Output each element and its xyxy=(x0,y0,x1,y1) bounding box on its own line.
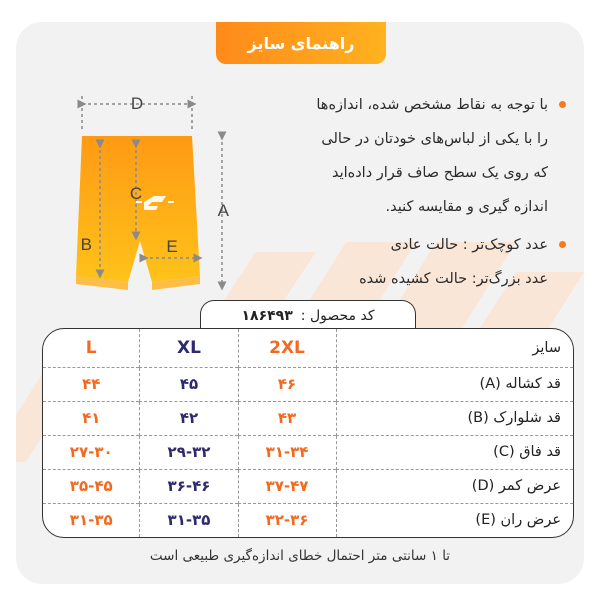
instruction-numbers: عدد کوچک‌تر : حالت عادی عدد بزرگ‌تر: حالت کشیده شده xyxy=(236,228,566,296)
row-label: عرض کمر (D) xyxy=(336,469,573,503)
size-guide-card xyxy=(16,22,584,584)
table-row xyxy=(43,469,573,503)
row-label: قد فاق (C) xyxy=(336,435,573,469)
cell-value: ۳۲-۳۶ xyxy=(238,503,336,537)
bullet-dot-icon xyxy=(559,241,566,248)
cell-value: ۳۷-۴۷ xyxy=(238,469,336,503)
label-e: E xyxy=(166,237,178,256)
cell-value: ۳۱-۳۵ xyxy=(140,503,238,537)
header-size-l: L xyxy=(43,329,140,367)
bullet-dot-icon xyxy=(559,101,566,108)
label-c: C xyxy=(129,184,143,203)
table-header-row xyxy=(43,329,573,367)
shorts-shape xyxy=(76,136,200,282)
row-label: قد کشاله (A) xyxy=(336,367,573,401)
instructions xyxy=(236,88,566,296)
cell-value: ۳۵-۴۵ xyxy=(43,469,140,503)
product-code xyxy=(200,300,416,330)
cell-value: ۲۷-۳۰ xyxy=(43,435,140,469)
label-b: B xyxy=(80,235,92,254)
cell-value: ۴۳ xyxy=(238,401,336,435)
cell-value: ۴۱ xyxy=(43,401,140,435)
header-size-label: سایز xyxy=(336,329,573,367)
row-label: قد شلوارک (B) xyxy=(336,401,573,435)
table-row xyxy=(43,503,573,537)
cell-value: ۲۹-۳۲ xyxy=(140,435,238,469)
table-row xyxy=(43,401,573,435)
header-size-xl: XL xyxy=(140,329,238,367)
label-d: D xyxy=(130,94,144,113)
table-row xyxy=(43,435,573,469)
footnote: تا ۱ سانتی متر احتمال خطای اندازه‌گیری طبیعی است xyxy=(149,548,451,564)
table-row xyxy=(43,367,573,401)
product-code-value: ۱۸۶۴۹۳ xyxy=(241,307,293,324)
size-table xyxy=(42,328,574,538)
cell-value: ۴۶ xyxy=(238,367,336,401)
cell-value: ۳۱-۳۴ xyxy=(238,435,336,469)
cell-value: ۴۵ xyxy=(140,367,238,401)
instruction-measure: با توجه به نقاط مشخص شده، اندازه‌ها را با یکی از لباس‌های خودتان در حالی که روی یک سطح صاف قرار داده‌اید اندازه گیری و مقایسه کنید. xyxy=(236,88,566,224)
cell-value: ۳۱-۳۵ xyxy=(69,511,113,530)
page-title: راهنمای سایز xyxy=(216,22,386,64)
row-label: عرض ران (E) xyxy=(336,503,573,537)
header-size-2xl: 2XL xyxy=(238,329,336,367)
label-a: A xyxy=(217,201,229,220)
cell-value: ۴۴ xyxy=(43,367,140,401)
cell-value: ۳۶-۴۶ xyxy=(140,469,238,503)
shorts-diagram xyxy=(62,86,232,306)
product-code-label: کد محصول : xyxy=(300,307,375,324)
cell-value: ۴۲ xyxy=(140,401,238,435)
